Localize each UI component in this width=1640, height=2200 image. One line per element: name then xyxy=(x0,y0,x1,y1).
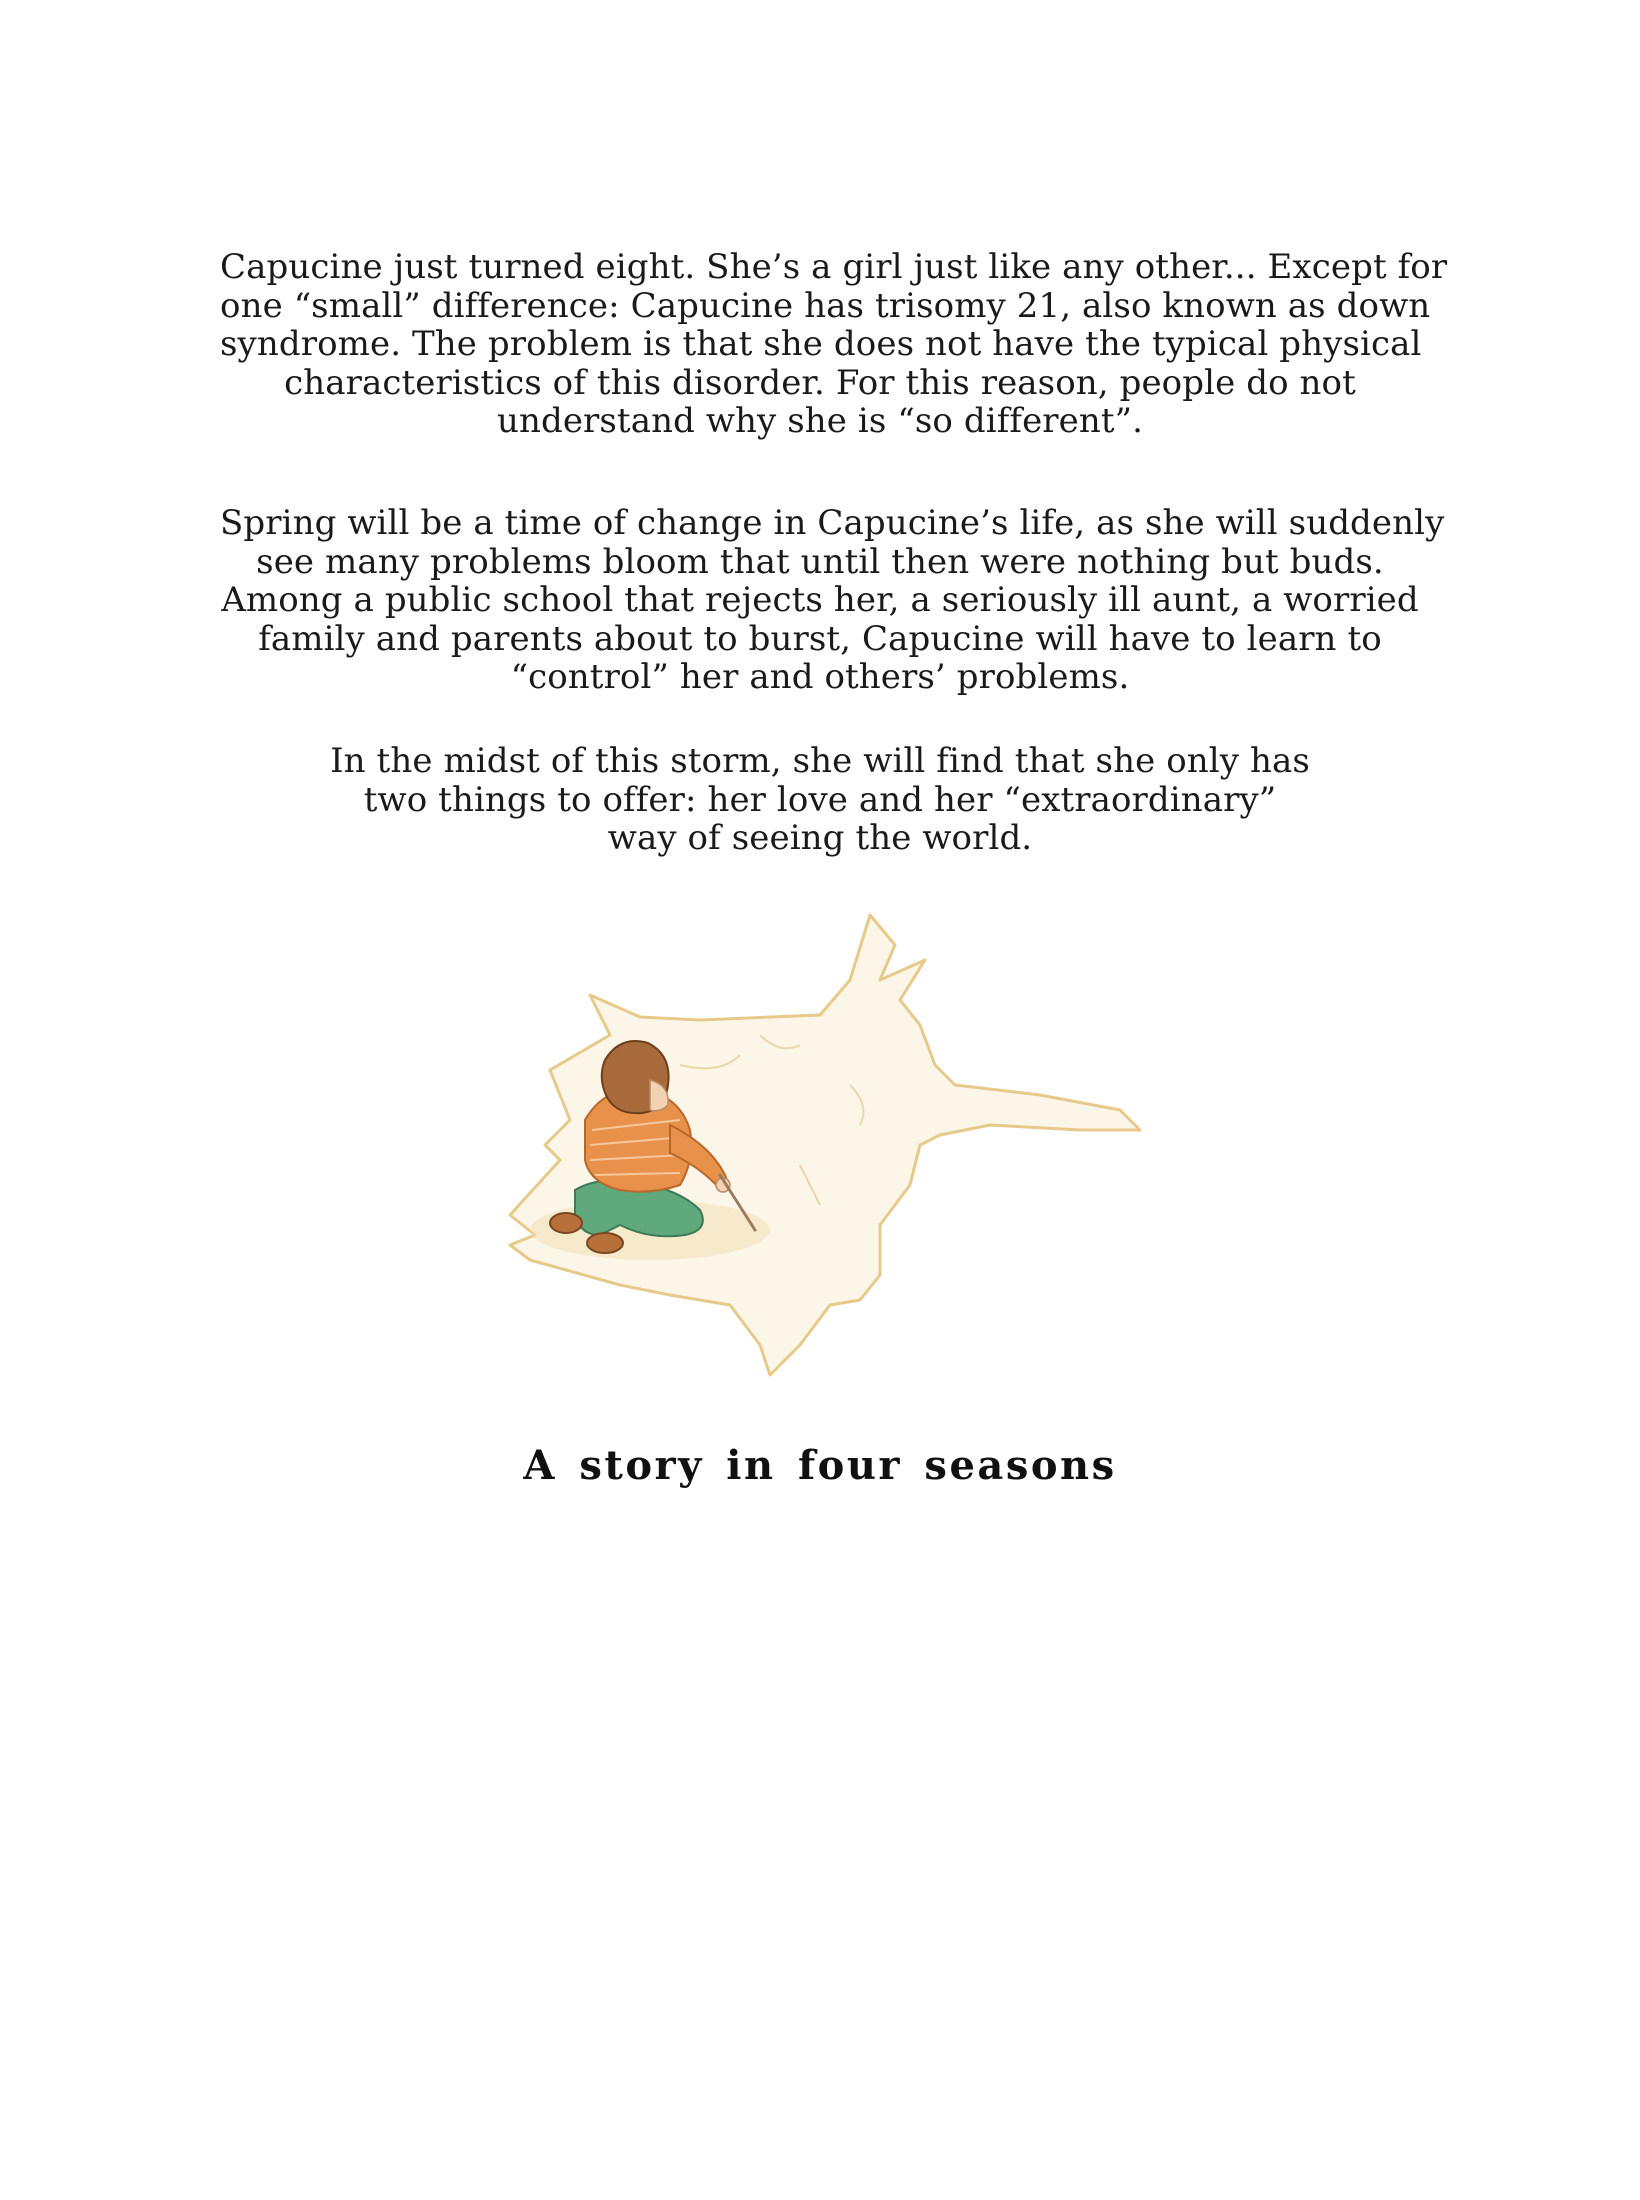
blurb-line: one “small” difference: Capucine has trisomy 21, also known as down xyxy=(220,285,1431,326)
illustration-svg xyxy=(380,905,1260,1405)
blurb-paragraph-3 xyxy=(220,742,1420,858)
blurb-line: syndrome. The problem is that she does not have the typical physical xyxy=(220,324,1422,364)
blurb-line: see many problems bloom that until then were nothing but buds. xyxy=(256,541,1384,582)
blurb-line: characteristics of this disorder. For this reason, people do not xyxy=(284,362,1356,403)
blurb-line: “control” her and others’ problems. xyxy=(510,657,1130,697)
tagline: A story in four seasons xyxy=(523,1442,1117,1489)
blurb-line: way of seeing the world. xyxy=(607,818,1033,858)
blurb-line: Among a public school that rejects her, a seriously ill aunt, a worried xyxy=(221,580,1419,620)
blurb-line: understand why she is “so different”. xyxy=(496,401,1144,441)
blurb-line: Spring will be a time of change in Capucine’s life, as she will suddenly xyxy=(220,503,1445,543)
blurb-paragraph-1 xyxy=(220,247,1448,441)
blurb-line: family and parents about to burst, Capucine will have to learn to xyxy=(258,618,1382,659)
blurb-line: two things to offer: her love and her “extraordinary” xyxy=(363,779,1277,820)
blurb-line: Capucine just turned eight. She’s a girl just like any other... Except for xyxy=(220,247,1448,287)
blurb-paragraph-2 xyxy=(220,503,1445,697)
girl-shoe-right xyxy=(587,1233,623,1253)
girl-drawing-illustration xyxy=(380,905,1260,1405)
girl-shoe-left xyxy=(550,1213,582,1233)
blurb-line: In the midst of this storm, she will find that she only has xyxy=(330,741,1310,781)
